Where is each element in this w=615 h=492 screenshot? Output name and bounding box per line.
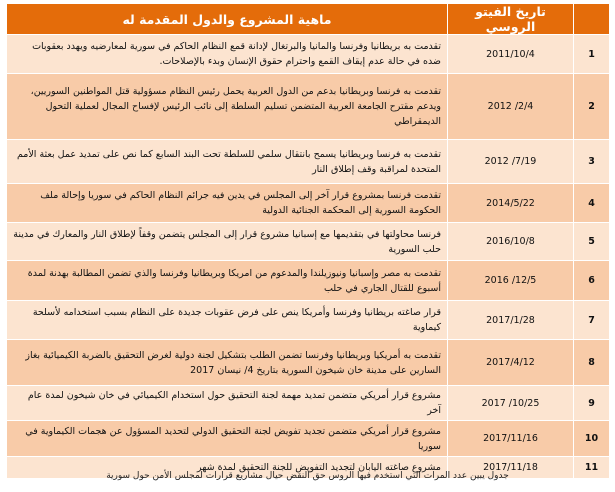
row-number: 2 bbox=[574, 74, 610, 140]
row-date: 2017/1/28 bbox=[448, 301, 574, 340]
row-description: مشروع قرار أمريكي متضمن تجديد تفويض لجنة التحقيق الدولي لتحديد المسؤول عن هجمات الكيماوية في سوريا bbox=[7, 421, 448, 457]
row-description: تقدمت به أمريكيا وبريطانيا وفرنسا تضمن الطلب بتشكيل لجنة دولية لغرض التحقيق بالضربة الكيميائية بغاز السارين على مدينة خان شيخون السورية بتاريخ 4/ نيسان 2017 bbox=[7, 340, 448, 386]
row-date: 2014/5/22 bbox=[448, 184, 574, 223]
row-description: قرار صاغته بريطانيا وفرنسا وأمريكا ينص على فرض عقوبات جديدة على النظام بسبب استخدامه لأسلحة كيماوية bbox=[7, 301, 448, 340]
table-row bbox=[7, 223, 610, 261]
table-row bbox=[7, 386, 610, 421]
row-number: 10 bbox=[574, 421, 610, 457]
row-description: تقدمت به فرنسا وبريطانيا بدعم من الدول العربية يحمل رئيس النظام مسؤولية قتل المواطنين السوريين، ويدعم مقترح الجامعة العربية المتضمن تسليم السلطة إلى نائب الرئيس لإفساح المجال لعملية التحول الديمقراطي bbox=[7, 74, 448, 140]
header-description: ماهية المشروع والدول المقدمة له bbox=[7, 4, 448, 35]
table-row bbox=[7, 340, 610, 386]
table-row bbox=[7, 301, 610, 340]
row-date: 2012 /7/19 bbox=[448, 140, 574, 184]
row-number: 3 bbox=[574, 140, 610, 184]
row-date: 2017/11/16 bbox=[448, 421, 574, 457]
row-number: 11 bbox=[574, 457, 610, 479]
header-date: تاريخ الفيتو الروسي bbox=[448, 4, 574, 35]
veto-table bbox=[6, 3, 610, 479]
header-number bbox=[574, 4, 610, 35]
row-description: تقدمت به فرنسا وبريطانيا يسمح بانتقال سلمي للسلطة تحت البند السابع كما نص على تمديد عمل بعثة الأمم المتحدة لمراقبة وقف إطلاق النار bbox=[7, 140, 448, 184]
table-row bbox=[7, 74, 610, 140]
table-row bbox=[7, 35, 610, 74]
row-number: 8 bbox=[574, 340, 610, 386]
row-number: 4 bbox=[574, 184, 610, 223]
row-date: 2017 /10/25 bbox=[448, 386, 574, 421]
row-date: 2017/4/12 bbox=[448, 340, 574, 386]
row-number: 9 bbox=[574, 386, 610, 421]
row-number: 6 bbox=[574, 261, 610, 301]
row-date: 2011/10/4 bbox=[448, 35, 574, 74]
row-number: 5 bbox=[574, 223, 610, 261]
row-description: تقدمت به بريطانيا وفرنسا والمانيا والبرتغال لإدانة قمع النظام الحاكم في سورية لمعارضيه ويهدد بعقوبات ضده في حالة عدم إيقاف القمع واحترام حقوق الإنسان وبدء بالإصلاحات. bbox=[7, 35, 448, 74]
row-description: فرنسا محاولتها في بتقديمها مع إسبانيا مشروع قرار إلى المجلس يتضمن وقفاً لإطلاق النار والمعارك في مدينة حلب السورية bbox=[7, 223, 448, 261]
row-description: تقدمت فرنسا بمشروع قرار آخر إلى المجلس في يدين فيه جرائم النظام الحاكم في سوريا وإحالة ملف الحكومة السورية إلى المحكمة الجنائية الدولية bbox=[7, 184, 448, 223]
table-row bbox=[7, 261, 610, 301]
row-description: مشروع قرار أمريكي متضمن تمديد مهمة لجنة التحقيق حول استخدام الكيميائي في خان شيخون لمدة عام آخر bbox=[7, 386, 448, 421]
row-number: 7 bbox=[574, 301, 610, 340]
table-row bbox=[7, 140, 610, 184]
table-row bbox=[7, 184, 610, 223]
row-number: 1 bbox=[574, 35, 610, 74]
row-date: 2016/10/8 bbox=[448, 223, 574, 261]
row-date: 2012 /2/4 bbox=[448, 74, 574, 140]
table-header-row bbox=[7, 4, 610, 35]
row-description: تقدمت به مصر وإسبانيا ونيوزيلندا والمدعوم من امريكا وبريطانيا وفرنسا والذي تضمن المطالبة بهدنة لمدة أسبوع للقتال الجاري في حلب bbox=[7, 261, 448, 301]
row-date: 2017/11/18 bbox=[448, 457, 574, 479]
row-date: 2016 /12/5 bbox=[448, 261, 574, 301]
table-caption: جدول يبين عدد المرات التي استخدم فيها الروس حق النقض حيال مشاريع قرارات لمجلس الأمن حول سورية bbox=[106, 471, 509, 481]
table-row bbox=[7, 421, 610, 457]
row-description: مشروع صاغته اليابان لتجديد التفويض للجنة التحقيق لمدة شهر bbox=[7, 457, 448, 479]
